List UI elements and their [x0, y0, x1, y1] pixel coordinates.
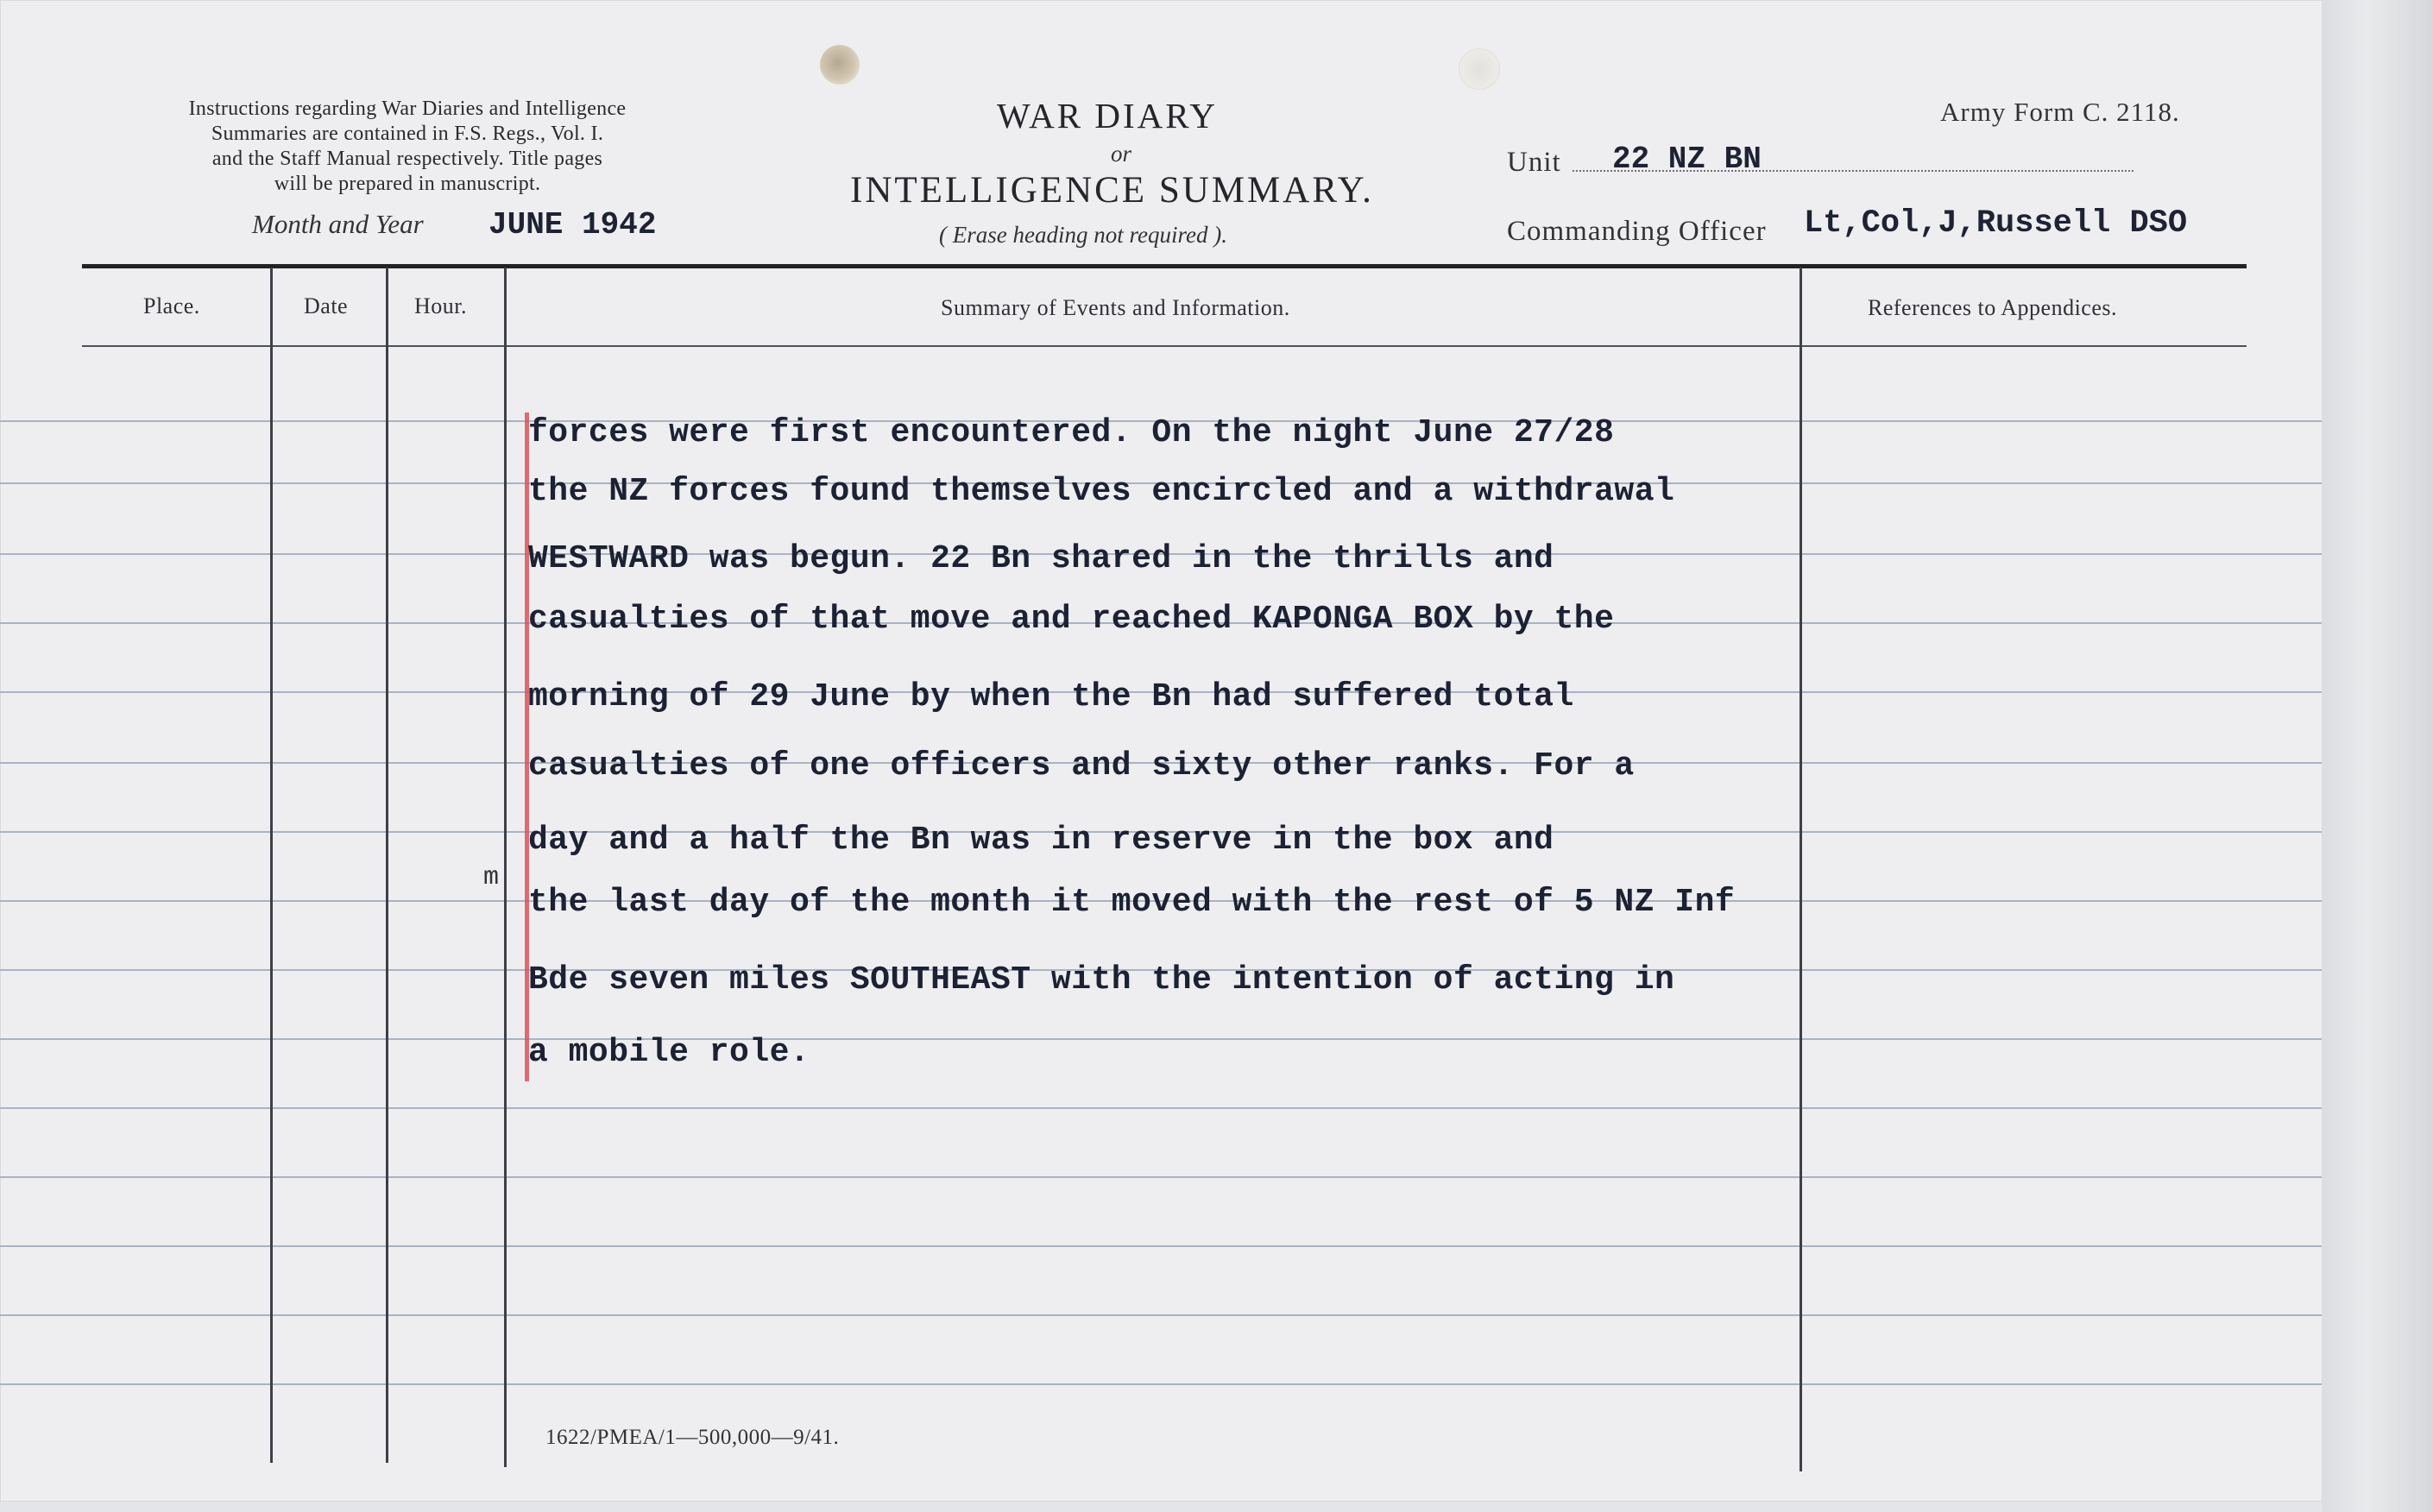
- instructions-line: and the Staff Manual respectively. Title pages: [211, 148, 603, 170]
- column-header-summary: Summary of Events and Information.: [941, 295, 1290, 320]
- print-code: 1622/PMEA/1—500,000—9/41.: [545, 1426, 840, 1449]
- month-year-label: Month and Year: [252, 209, 424, 239]
- column-divider: [504, 268, 507, 1467]
- entry-line: Bde seven miles SOUTHEAST with the intention of acting in: [528, 961, 1675, 999]
- entry-line: WESTWARD was begun. 22 Bn shared in the thrills and: [528, 540, 1554, 577]
- commanding-officer-label: Commanding Officer: [1507, 216, 1767, 247]
- unit-label: Unit: [1507, 147, 1561, 178]
- page-edge: [2322, 0, 2433, 1512]
- punch-hole: [1459, 48, 1500, 90]
- column-header-date: Date: [304, 293, 349, 318]
- commanding-officer-value: Lt,Col,J,Russell DSO: [1804, 205, 2188, 242]
- instructions-block: [105, 97, 709, 197]
- title-or: or: [1111, 141, 1132, 167]
- column-divider: [386, 268, 388, 1463]
- column-header-hour: Hour.: [414, 293, 467, 318]
- column-divider: [270, 268, 273, 1463]
- erase-note: ( Erase heading not required ).: [939, 222, 1227, 248]
- entry-line: forces were first encountered. On the night June 27/28: [528, 414, 1615, 451]
- header-rule: [82, 264, 2247, 268]
- column-header-references: References to Appendices.: [1868, 295, 2118, 320]
- title-intelligence-summary: INTELLIGENCE SUMMARY.: [850, 170, 1374, 211]
- stray-typed-mark: m: [483, 863, 500, 892]
- entry-line: morning of 29 June by when the Bn had suffered total: [528, 678, 1574, 715]
- instructions-line: Summaries are contained in F.S. Regs., Vol. I.: [211, 123, 604, 145]
- entry-line: casualties of one officers and sixty other ranks. For a: [528, 747, 1635, 784]
- instructions-line: Instructions regarding War Diaries and Intelligence: [188, 98, 627, 120]
- title-war-diary: WAR DIARY: [997, 96, 1218, 135]
- punch-hole: [820, 45, 860, 85]
- unit-value: 22 NZ BN: [1612, 142, 1762, 177]
- column-header-rule: [82, 345, 2247, 347]
- entry-line: the last day of the month it moved with the rest of 5 NZ Inf: [528, 884, 1736, 921]
- army-form-number: Army Form C. 2118.: [1940, 97, 2180, 127]
- entry-line: the NZ forces found themselves encircled and a withdrawal: [528, 473, 1675, 510]
- entry-line: day and a half the Bn was in reserve in the box and: [528, 822, 1554, 859]
- month-year-value: JUNE 1942: [488, 207, 657, 243]
- column-header-place: Place.: [143, 293, 200, 318]
- entry-line: a mobile role.: [528, 1034, 810, 1071]
- column-divider: [1800, 268, 1802, 1471]
- instructions-line: will be prepared in manuscript.: [274, 173, 541, 195]
- entry-line: casualties of that move and reached KAPONGA BOX by the: [528, 601, 1615, 638]
